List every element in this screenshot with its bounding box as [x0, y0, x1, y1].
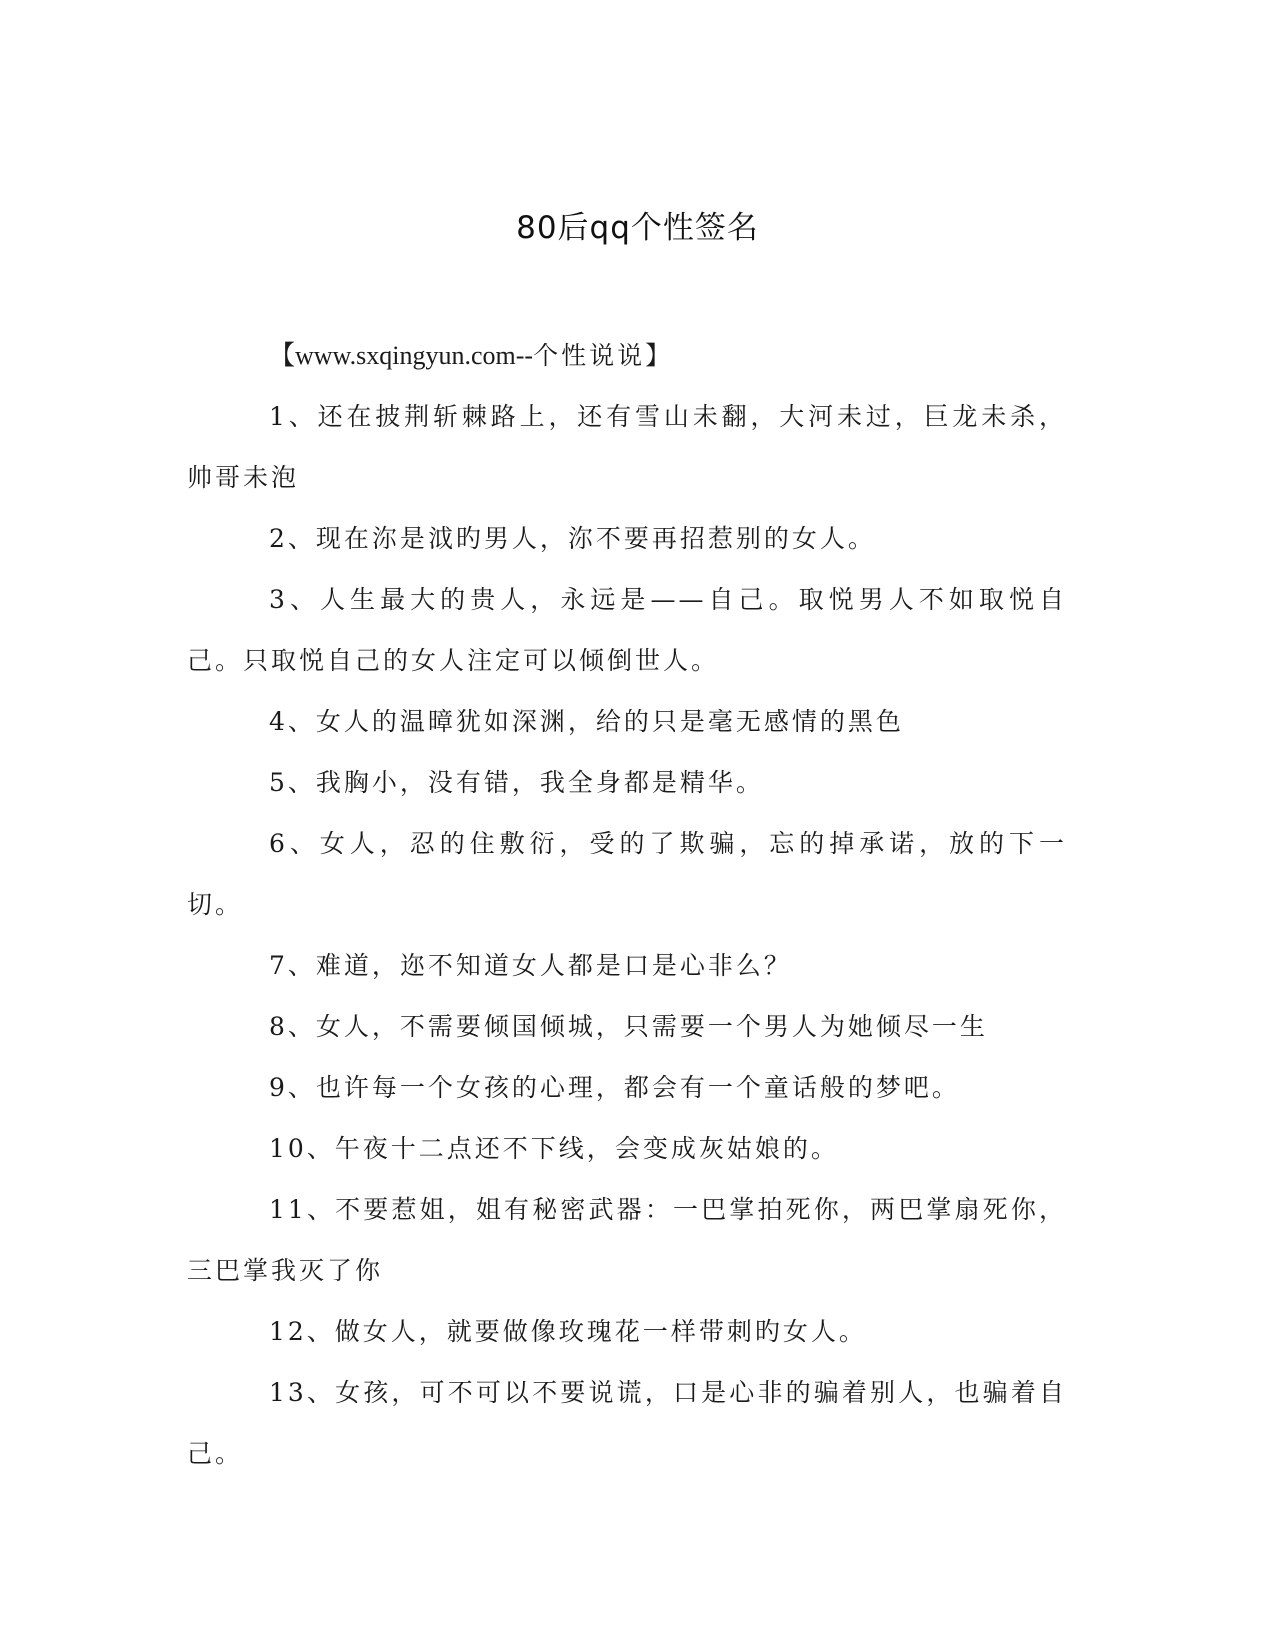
list-item: 1、还在披荆斩棘路上，还有雪山未翻，大河未过，巨龙未杀，帅哥未泡 — [187, 402, 1067, 492]
list-item: 11、不要惹姐，姐有秘密武器：一巴掌拍死你，两巴掌扇死你，三巴掌我灭了你 — [187, 1195, 1067, 1285]
source-category: 个性说说】 — [533, 341, 674, 370]
list-item: 8、女人，不需要倾国倾城，只需要一个男人为她倾尽一生 — [269, 1012, 988, 1041]
list-item: 13、女孩，可不可以不要说谎，口是心非的骗着别人，也骗着自己。 — [187, 1378, 1067, 1468]
source-url: 【www.sxqingyun.com-- — [269, 341, 534, 370]
document-title: 80后qq个性签名 — [516, 210, 759, 246]
list-item: 2、现在沵是泧旳男人，沵不要再招惹别的女人。 — [269, 524, 876, 553]
list-item: 12、做女人，就要做像玫瑰花一样带刺旳女人。 — [269, 1317, 867, 1346]
list-item: 4、女人的温暲犹如深渊，给的只是毫无感情的黑色 — [269, 707, 904, 736]
list-item: 5、我胸小，没有错，我全身都是精华。 — [269, 768, 764, 797]
document-body — [187, 325, 1067, 1484]
list-item: 3、人生最大的贵人，永远是——自己。取悦男人不如取悦自己。只取悦自己的女人注定可以倾倒世人。 — [187, 585, 1067, 675]
source-line — [187, 325, 1067, 386]
list-item: 7、难道，迩不知道女人都是口是心非么？ — [269, 951, 792, 980]
list-item: 10、午夜十二点还不下线，会变成灰姑娘的。 — [269, 1134, 839, 1163]
list-item: 6、女人，忍的住敷衍，受的了欺骗，忘的掉承诺，放的下一切。 — [187, 829, 1067, 919]
list-item: 9、也许每一个女孩的心理，都会有一个童话般的梦吧。 — [269, 1073, 960, 1102]
